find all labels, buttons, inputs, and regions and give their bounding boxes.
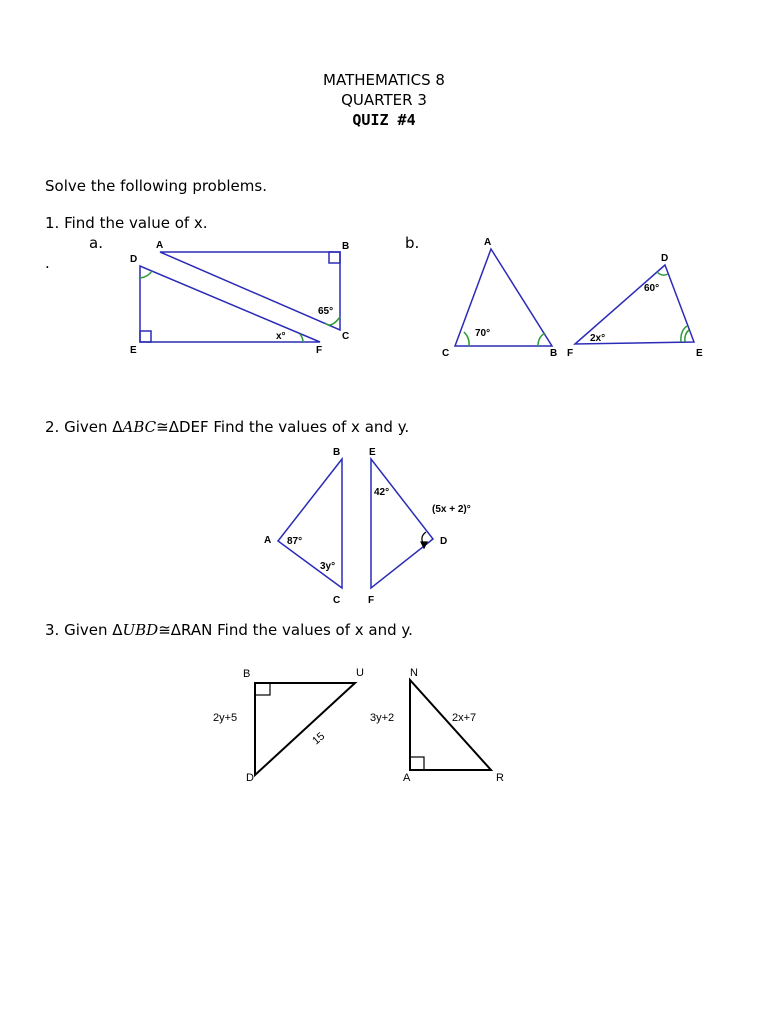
figure-2-arrow [421, 532, 427, 548]
angle-arc-1b-c [464, 332, 469, 346]
angle-label-1a-c: 65° [318, 306, 334, 317]
label-1a-c: C [342, 331, 350, 342]
side-label-3-du: 15 [310, 730, 328, 748]
right-angle-mark-3-a [410, 757, 424, 770]
figure-1a-labels [130, 240, 349, 356]
angle-label-1b-d: 60° [644, 283, 660, 294]
problem1-part-a: a. [89, 234, 103, 252]
angle-label-2-a: 87° [287, 536, 303, 547]
problem3-prefix: 3. Given Δ [45, 621, 123, 639]
figure-1b [455, 249, 694, 346]
label-3-a: A [403, 772, 411, 784]
problem3-rest: ≅ΔRAN Find the values of x and y. [158, 621, 413, 639]
problem3-ubd: UBD [122, 621, 159, 639]
label-1a-a: A [156, 240, 164, 251]
label-1a-e: E [130, 345, 137, 356]
quarter-title: QUARTER 3 [341, 91, 427, 109]
triangle-2-def [371, 459, 433, 588]
label-1a-d: D [130, 254, 138, 265]
label-1b-a: A [484, 237, 492, 248]
label-1a-b: B [342, 241, 350, 252]
label-3-d: D [246, 772, 254, 784]
problem2-prefix: 2. Given Δ [45, 418, 123, 436]
side-label-3-nr: 2x+7 [452, 712, 477, 724]
instructions: Solve the following problems. [45, 177, 267, 195]
figure-3 [255, 680, 491, 775]
quiz-title: QUIZ #4 [352, 111, 416, 129]
problem1-part-b: b. [405, 234, 420, 252]
side-label-3-na: 3y+2 [370, 712, 395, 724]
problem2-rest: ≅ΔDEF Find the values of x and y. [156, 418, 410, 436]
problem1-text: 1. Find the value of x. [45, 214, 208, 232]
label-2-d: D [440, 536, 448, 547]
label-2-a: A [264, 535, 272, 546]
label-1b-d: D [661, 253, 669, 264]
label-2-c: C [333, 595, 341, 606]
angle-label-1a-f: x° [276, 331, 286, 342]
label-2-f: F [368, 595, 375, 606]
angle-label-1b-c: 70° [475, 328, 491, 339]
label-3-b: B [243, 668, 251, 680]
label-3-u: U [356, 667, 364, 679]
angle-arc-1b-b [538, 333, 545, 346]
angle-label-2-e: 42° [374, 487, 390, 498]
triangle-abc [160, 252, 340, 330]
label-1b-e: E [696, 348, 703, 359]
label-1b-c: C [442, 348, 450, 359]
angle-label-2-c: 3y° [320, 561, 336, 572]
label-1b-b: B [550, 348, 558, 359]
right-angle-mark-3-b [255, 683, 270, 695]
angle-label-1b-f: 2x° [590, 333, 606, 344]
figure-3-labels [213, 667, 504, 784]
angle-arc-1b-e2 [685, 330, 689, 342]
stray-period: . [45, 254, 50, 272]
label-2-b: B [333, 447, 341, 458]
triangle-1b-abc [455, 249, 552, 346]
angle-arc-d [140, 271, 152, 278]
label-2-e: E [369, 447, 376, 458]
right-angle-mark-b [329, 252, 340, 263]
angle-label-2-d: (5x + 2)° [432, 504, 471, 515]
figure-1b-labels [442, 237, 703, 359]
label-3-r: R [496, 772, 504, 784]
side-label-3-bd: 2y+5 [213, 712, 238, 724]
triangle-def [140, 266, 320, 342]
label-1b-f: F [567, 348, 574, 359]
angle-arc-1b-d [657, 272, 668, 275]
figure-1a [140, 252, 340, 342]
subject-title: MATHEMATICS 8 [323, 71, 445, 89]
label-1a-f: F [316, 345, 323, 356]
figure-2-labels [264, 447, 471, 606]
label-3-n: N [410, 667, 418, 679]
angle-arc-c [325, 317, 340, 325]
right-angle-mark-e [140, 331, 151, 342]
triangle-3-ubd [255, 683, 355, 775]
figure-2 [278, 459, 433, 588]
problem2-abc: ABC [122, 418, 157, 436]
